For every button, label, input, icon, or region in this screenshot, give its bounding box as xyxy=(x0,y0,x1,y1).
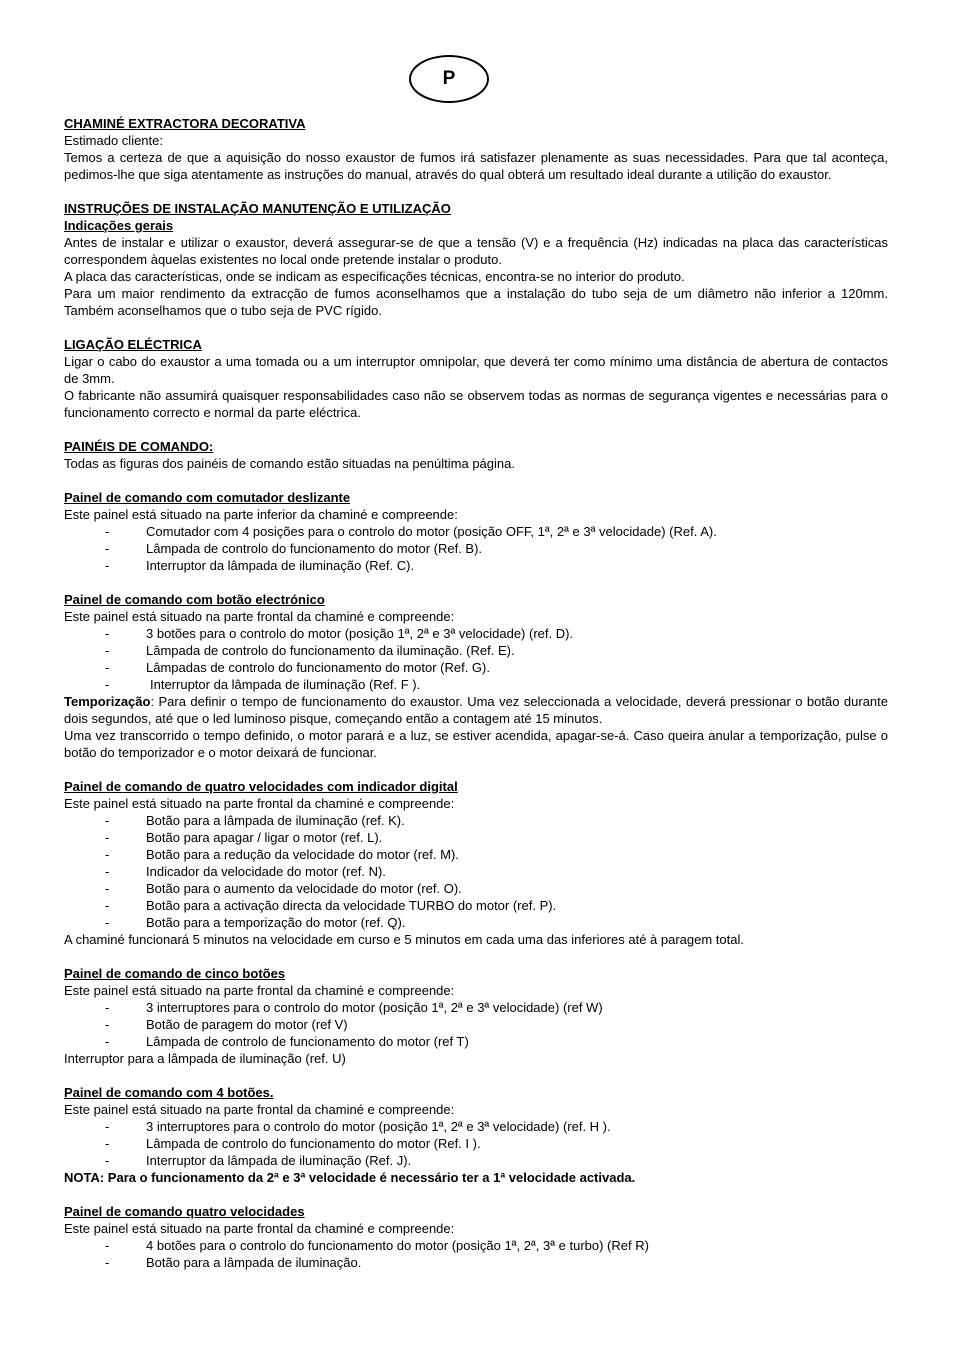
paragraph: Ligar o cabo do exaustor a uma tomada ou a um interruptor omnipolar, que deverá ter como mínimo uma distância de abertura de contactos de 3mm. xyxy=(64,354,888,386)
list-item: - Lâmpada de controlo do funcionamento da iluminação. (Ref. E). xyxy=(105,643,515,658)
timer-label: Temporização xyxy=(64,694,151,709)
list-item: - Botão de paragem do motor (ref V) xyxy=(105,1017,348,1032)
section-title: LIGAÇÃO ELÉCTRICA xyxy=(64,337,202,352)
list-item: - 3 botões para o controlo do motor (posição 1ª, 2ª e 3ª velocidade) (ref. D). xyxy=(105,626,574,641)
language-badge: P xyxy=(409,55,489,103)
note: NOTA: Para o funcionamento da 2ª e 3ª velocidade é necessário ter a 1ª velocidade activada. xyxy=(64,1170,636,1185)
list-intro: Este painel está situado na parte frontal da chaminé e compreende: xyxy=(64,1221,455,1236)
paragraph: Todas as figuras dos painéis de comando estão situadas na penúltima página. xyxy=(64,456,515,471)
list-item: - 4 botões para o controlo do funcionamento do motor (posição 1ª, 2ª, 3ª e turbo) (Ref R) xyxy=(105,1238,649,1253)
section-title: PAINÉIS DE COMANDO: xyxy=(64,439,214,454)
list-item: - Botão para a activação directa da velocidade TURBO do motor (ref. P). xyxy=(105,898,557,913)
section-title: CHAMINÉ EXTRACTORA DECORATIVA xyxy=(64,116,306,131)
list-item: - Lâmpada de controlo do funcionamento do motor (Ref. B). xyxy=(105,541,483,556)
list-item: - Lâmpada de controlo do funcionamento do motor (Ref. I ). xyxy=(105,1136,481,1151)
paragraph: Antes de instalar e utilizar o exaustor, deverá assegurar-se de que a tensão (V) e a frequência (Hz) indicadas na placa das características correspondem àquelas existentes no local onde pretende instalar o produto. xyxy=(64,235,888,267)
list-item: - Botão para a lâmpada de iluminação. xyxy=(105,1255,362,1270)
list-intro: Este painel está situado na parte frontal da chaminé e compreende: xyxy=(64,983,455,998)
list-item: - Botão para a lâmpada de iluminação (ref. K). xyxy=(105,813,405,828)
list-intro: Este painel está situado na parte frontal da chaminé e compreende: xyxy=(64,609,455,624)
list-intro: Este painel está situado na parte frontal da chaminé e compreende: xyxy=(64,1102,455,1117)
paragraph: Para um maior rendimento da extracção de fumos aconselhamos que a instalação do tubo seja de um diâmetro não inferior a 120mm. Também aconselhamos que o tubo seja de PVC rígido. xyxy=(64,286,888,318)
list-item: - Comutador com 4 posições para o controlo do motor (posição OFF, 1ª, 2ª e 3ª velocidade) (Ref. A). xyxy=(105,524,717,539)
paragraph: Uma vez transcorrido o tempo definido, o motor parará e a luz, se estiver acendida, apagar-se-á. Caso queira anular a temporização, pulse o botão do temporizador e o motor deixará de funcionar. xyxy=(64,728,888,760)
paragraph: A chaminé funcionará 5 minutos na velocidade em curso e 5 minutos em cada uma das inferiores até à paragem total. xyxy=(64,932,744,947)
section-title: Painel de comando com comutador deslizante xyxy=(64,490,351,505)
list-item: - Botão para a redução da velocidade do motor (ref. M). xyxy=(105,847,459,862)
section-title: Painel de comando com botão electrónico xyxy=(64,592,325,607)
document-body xyxy=(64,115,888,1271)
list-intro: Este painel está situado na parte frontal da chaminé e compreende: xyxy=(64,796,455,811)
list-item: - 3 interruptores para o controlo do motor (posição 1ª, 2ª e 3ª velocidade) (ref W) xyxy=(105,1000,603,1015)
list-item: - Botão para a temporização do motor (ref. Q). xyxy=(105,915,406,930)
list-item: - Lâmpada de controlo de funcionamento do motor (ref T) xyxy=(105,1034,469,1049)
list-item: - Interruptor da lâmpada de iluminação (Ref. J). xyxy=(105,1153,412,1168)
list-item: - Interruptor da lâmpada de iluminação (Ref. C). xyxy=(105,558,415,573)
section-title: INSTRUÇÕES DE INSTALAÇÃO MANUTENÇÃO E UTILIZAÇÃO xyxy=(64,201,451,216)
paragraph: Temporização: Para definir o tempo de funcionamento do exaustor. Uma vez seleccionada a velocidade, deverá pressionar o botão durante dois segundos, até que o led luminoso pisque, começando então a contagem até 15 minutos. xyxy=(64,694,888,726)
paragraph: Interruptor para a lâmpada de iluminação (ref. U) xyxy=(64,1051,346,1066)
list-item: - Botão para o aumento da velocidade do motor (ref. O). xyxy=(105,881,462,896)
section-title: Painel de comando de cinco botões xyxy=(64,966,286,981)
list-item: - Interruptor da lâmpada de iluminação (Ref. F ). xyxy=(105,677,421,692)
section-subtitle: Indicações gerais xyxy=(64,218,174,233)
paragraph: A placa das características, onde se indicam as especificações técnicas, encontra-se no interior do produto. xyxy=(64,269,685,284)
list-item: - Botão para apagar / ligar o motor (ref. L). xyxy=(105,830,383,845)
list-item: - 3 interruptores para o controlo do motor (posição 1ª, 2ª e 3ª velocidade) (ref. H ). xyxy=(105,1119,611,1134)
section-title: Painel de comando com 4 botões. xyxy=(64,1085,274,1100)
greeting: Estimado cliente: xyxy=(64,133,163,148)
section-title: Painel de comando de quatro velocidades com indicador digital xyxy=(64,779,458,794)
section-title: Painel de comando quatro velocidades xyxy=(64,1204,305,1219)
list-item: - Lâmpadas de controlo do funcionamento do motor (Ref. G). xyxy=(105,660,490,675)
paragraph: Temos a certeza de que a aquisição do nosso exaustor de fumos irá satisfazer plenamente as suas necessidades. Para que tal aconteça, pedimos-lhe que siga atentamente as instruções do manual, através do qual obterá um resultado ideal durante a utilição do exaustor. xyxy=(64,150,888,182)
list-item: - Indicador da velocidade do motor (ref. N). xyxy=(105,864,386,879)
list-intro: Este painel está situado na parte inferior da chaminé e compreende: xyxy=(64,507,458,522)
paragraph: O fabricante não assumirá quaisquer responsabilidades caso não se observem todas as normas de segurança vigentes e necessárias para o funcionamento correcto e normal da parte eléctrica. xyxy=(64,388,888,420)
